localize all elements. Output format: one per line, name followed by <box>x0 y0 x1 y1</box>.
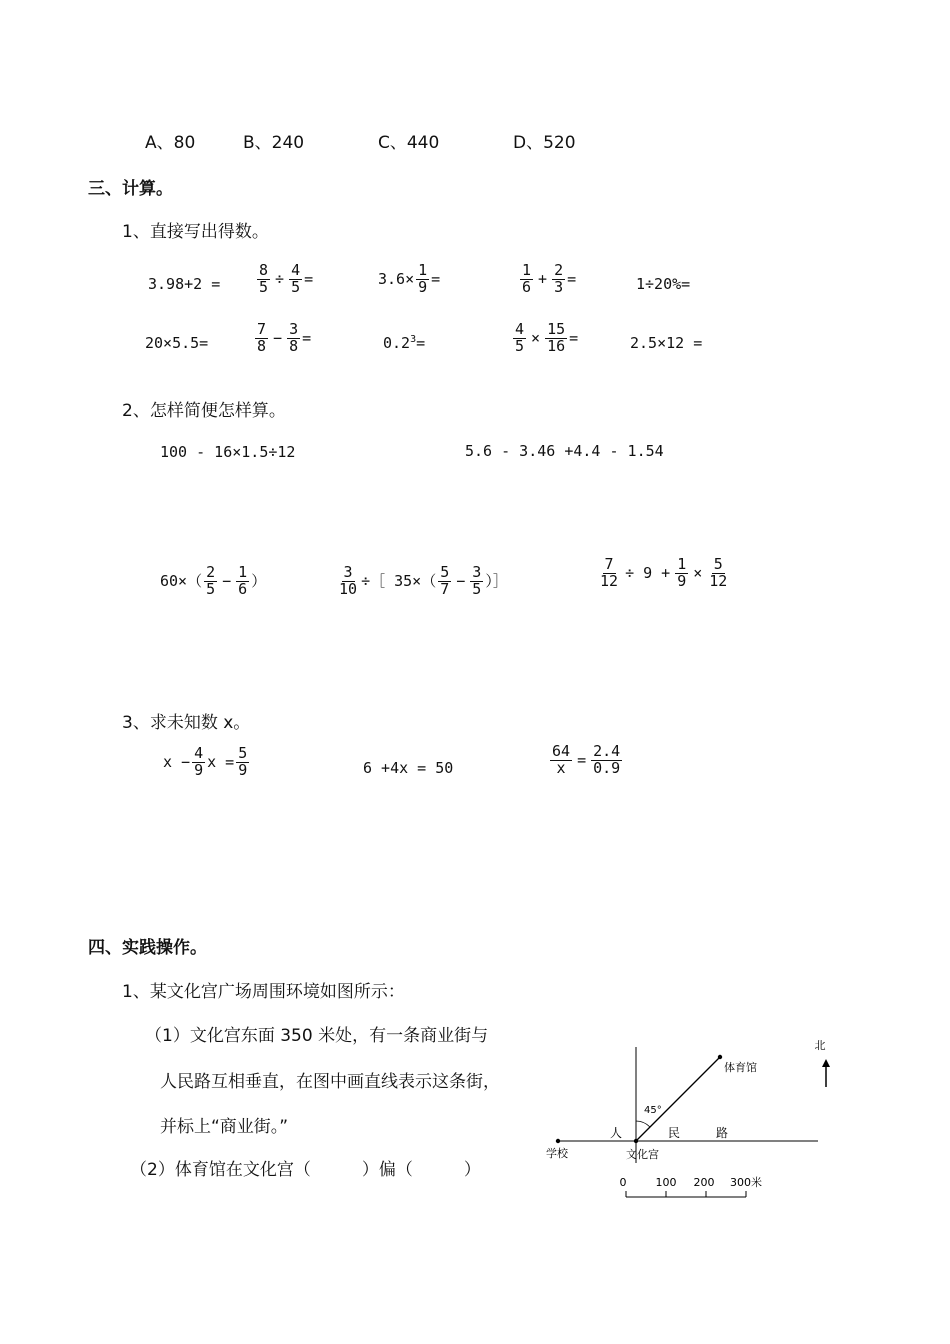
s4-p1-line2: 人民路互相垂直，在图中画直线表示这条街， <box>160 1072 500 1092</box>
q1-expr-3: 3.6× $\frac{1}{9}$ = <box>378 261 441 296</box>
section-3-title: 三、计算。 <box>88 179 173 199</box>
angle-label: 45° <box>644 1105 662 1116</box>
section-4-title: 四、实践操作。 <box>88 938 207 958</box>
q1-expr-9: $\frac{4}{5}$ × $\frac{15}{16}$ = <box>515 320 579 355</box>
stadium-label: 体育馆 <box>724 1061 757 1074</box>
q1-expr-10: 2.5×12 = <box>630 334 703 352</box>
angle-arc <box>636 1121 650 1127</box>
q1-expr-1: 3.98+2 = <box>148 275 221 293</box>
q1-expr-2: $\frac{8}{5}$ ÷ $\frac{4}{5}$ = <box>259 261 314 296</box>
school-label: 学校 <box>546 1147 568 1160</box>
choice-b: B、240 <box>243 133 305 153</box>
north-label: 北 <box>814 1039 826 1052</box>
q3-expr-3: $\frac{64}{x}$ = $\frac{2.4}{0.9}$ <box>552 742 621 777</box>
palace-point <box>634 1139 638 1143</box>
map-diagram <box>540 1035 840 1210</box>
school-point <box>556 1139 560 1143</box>
road-char-ren: 人 <box>610 1126 623 1140</box>
q3-title: 3、求未知数 x。 <box>122 713 251 733</box>
q1-expr-6: 20×5.5= <box>145 334 209 352</box>
q1-expr-5: 1÷20%= <box>636 275 691 293</box>
s4-q1-title: 1、某文化宫广场周围环境如图所示： <box>122 982 405 1002</box>
choice-a: A、80 <box>145 133 196 153</box>
q3-expr-1: x − $\frac{4}{9}$ x = $\frac{5}{9}$ <box>163 744 248 779</box>
choice-c: C、440 <box>378 133 440 153</box>
scale-tick-300: 300米 <box>730 1176 762 1189</box>
q2-title: 2、怎样简便怎样算。 <box>122 401 286 421</box>
q1-expr-7: $\frac{7}{8}$ − $\frac{3}{8}$ = <box>257 320 312 355</box>
scale-tick-100: 100 <box>655 1176 677 1189</box>
q2-expr-4: $\frac{3}{10}$ ÷［ 35×（ $\frac{5}{7}$ − $\frac{3}{5}$ ）］ <box>339 563 508 598</box>
road-char-min: 民 <box>668 1126 681 1140</box>
q3-expr-2: 6 +4x = 50 <box>363 759 454 777</box>
stadium-point <box>718 1055 722 1059</box>
scale-tick-0: 0 <box>619 1176 627 1189</box>
scale-tick-200: 200 <box>693 1176 715 1189</box>
q1-title: 1、直接写出得数。 <box>122 222 269 242</box>
palace-label: 文化宫 <box>626 1148 659 1161</box>
q2-expr-5: $\frac{7}{12}$ ÷ 9 + $\frac{1}{9}$ × $\frac{5}{12}$ <box>600 555 728 590</box>
s4-p1-line3: 并标上“商业街。” <box>160 1117 289 1137</box>
choice-d: D、520 <box>513 133 576 153</box>
q1-expr-8: $0.2^3=$ <box>383 334 426 352</box>
q1-expr-4: $\frac{1}{6}$ + $\frac{2}{3}$ = <box>522 261 577 296</box>
q2-expr-2: 5.6 - 3.46 +4.4 - 1.54 <box>465 442 664 460</box>
q2-expr-1: 100 - 16×1.5÷12 <box>160 443 296 461</box>
q2-expr-3: 60×（ $\frac{2}{5}$ − $\frac{1}{6}$ ） <box>160 563 267 598</box>
north-arrow-icon <box>822 1059 830 1067</box>
road-char-lu: 路 <box>716 1126 729 1140</box>
s4-p2: （2）体育馆在文化宫（ ）偏（ ） <box>130 1160 481 1180</box>
s4-p1-line1: （1）文化宫东面 350 米处，有一条商业街与 <box>145 1026 489 1046</box>
